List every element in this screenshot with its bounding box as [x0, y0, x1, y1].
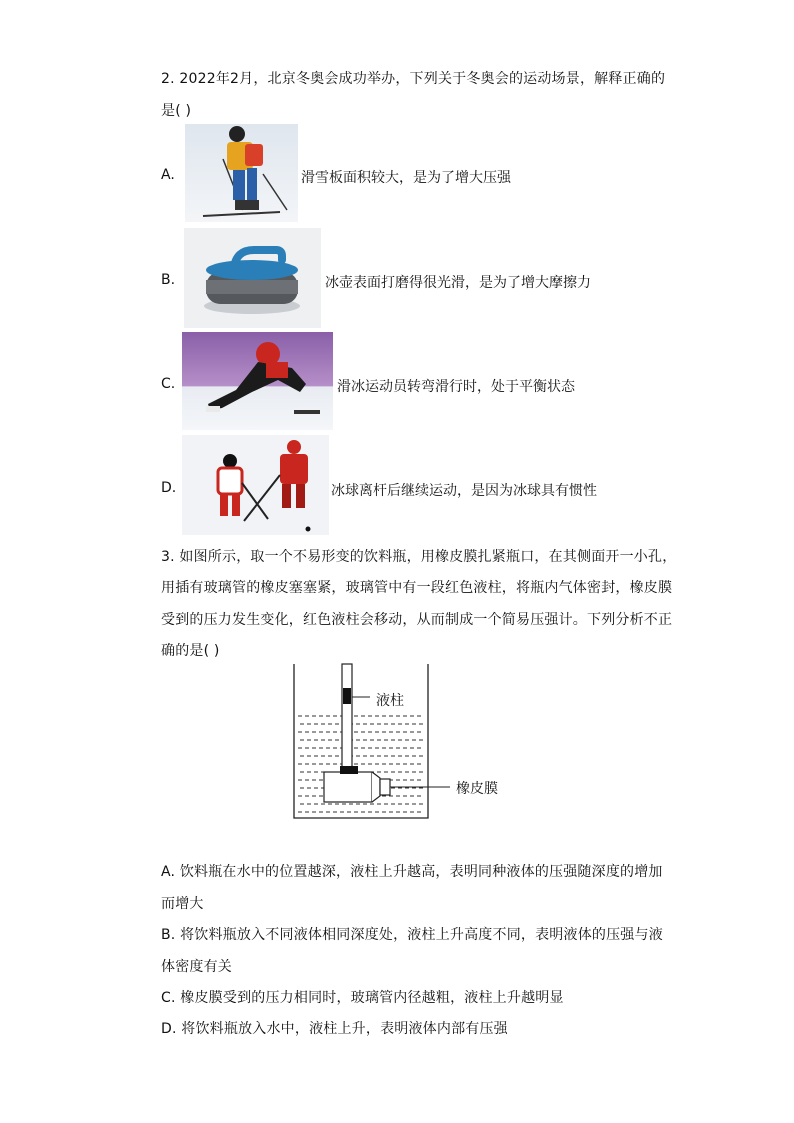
- liquid-column: [343, 688, 351, 704]
- q3-option-a-line2: 而增大: [161, 896, 204, 912]
- q3-stem-line4: 确的是( ): [161, 643, 220, 659]
- q2-option-c-label: C.: [161, 376, 176, 392]
- q2-stem-line2: 是( ): [161, 103, 192, 119]
- q2-option-b-label: B.: [161, 272, 176, 288]
- q3-option-c-line1: C. 橡皮膜受到的压力相同时，玻璃管内径越粗，液柱上升越明显: [161, 990, 564, 1006]
- q2-option-d-text: 冰球离杆后继续运动，是因为冰球具有惯性: [331, 483, 597, 499]
- q2-option-a-text: 滑雪板面积较大，是为了增大压强: [301, 170, 511, 186]
- curling-stone-photo: [184, 228, 321, 328]
- q3-option-a-line1: A. 饮料瓶在水中的位置越深，液柱上升越高，表明同种液体的压强随深度的增加: [161, 864, 663, 880]
- q2-option-b-text: 冰壶表面打磨得很光滑，是为了增大摩擦力: [325, 275, 591, 291]
- ice-hockey-photo: [182, 435, 329, 535]
- skier-photo: [185, 124, 298, 222]
- rubber-stopper: [340, 766, 358, 774]
- q3-stem-line2: 用插有玻璃管的橡皮塞塞紧，玻璃管中有一段红色液柱，将瓶内气体密封，橡皮膜: [161, 580, 673, 596]
- q2-option-d-label: D.: [161, 480, 177, 496]
- q3-option-b-line1: B. 将饮料瓶放入不同液体相同深度处，液柱上升高度不同，表明液体的压强与液: [161, 927, 663, 943]
- q3-stem-line3: 受到的压力发生变化，红色液柱会移动，从而制成一个简易压强计。下列分析不正: [161, 612, 673, 628]
- q2-stem-line1: 2. 2022年2月，北京冬奥会成功举办，下列关于冬奥会的运动场景，解释正确的: [161, 71, 666, 87]
- pressure-gauge-diagram: [290, 662, 510, 822]
- q2-option-a-label: A.: [161, 167, 175, 183]
- q3-stem-line1: 3. 如图所示，取一个不易形变的饮料瓶，用橡皮膜扎紧瓶口，在其侧面开一小孔，: [161, 549, 677, 565]
- liquid-column-label: 液柱: [376, 693, 404, 709]
- pressure-gauge-figure: [290, 662, 510, 822]
- rubber-membrane-label: 橡皮膜: [456, 781, 498, 797]
- q2-option-c-text: 滑冰运动员转弯滑行时，处于平衡状态: [337, 379, 575, 395]
- q3-option-d-line1: D. 将饮料瓶放入水中，液柱上升，表明液体内部有压强: [161, 1021, 508, 1037]
- rubber-membrane: [380, 779, 390, 795]
- q3-option-b-line2: 体密度有关: [161, 959, 232, 975]
- speed-skater-photo: [182, 332, 333, 430]
